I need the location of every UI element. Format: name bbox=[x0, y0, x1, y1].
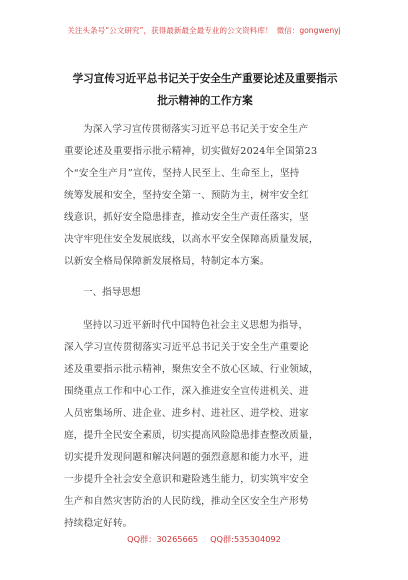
paragraph-line: 线意识，抓好安全隐患排查，推动安全生产责任落实，坚 bbox=[64, 212, 309, 223]
document-title-line-2: 批示精神的工作方案 bbox=[157, 95, 253, 107]
section-heading: 一、指导思想 bbox=[83, 287, 141, 298]
promo-banner bbox=[0, 25, 408, 36]
document-title-line-1: 学习宣传习近平总书记关于安全生产重要论述及重要指示 bbox=[72, 73, 338, 85]
paragraph-line: 为深入学习宣传贯彻落实习近平总书记关于安全生产 bbox=[83, 124, 309, 135]
paragraph-line: 统筹发展和安全，坚持安全第一、预防为主，树牢安全红 bbox=[64, 190, 309, 201]
section-paragraph bbox=[64, 315, 354, 535]
paragraph-line: 切实提升发现问题和解决问题的强烈意愿和能力水平，进 bbox=[64, 452, 309, 463]
wechat-id: 微信：gongwenyj bbox=[276, 26, 341, 35]
paragraph-line: 一步提升全社会安全意识和避险逃生能力，切实筑牢安全 bbox=[64, 474, 309, 485]
paragraph-line: 持续稳定好转。 bbox=[64, 518, 133, 529]
paragraph-line: 述及重要指示批示精神，聚焦安全不放心区域、行业领域， bbox=[64, 364, 319, 375]
qq-group-2: QQ群:535304092 bbox=[210, 534, 281, 544]
paragraph-line: 庭，提升全民安全素质，切实提高风险隐患排查整改质量， bbox=[64, 430, 319, 441]
promo-text: 关注头条号“公文研究”，获得最新最全最专业的公文资料库！ bbox=[67, 26, 273, 35]
paragraph-line: 重要论述及重要指示批示精神，切实做好2024年全国第23 bbox=[64, 146, 318, 157]
intro-paragraph bbox=[64, 119, 354, 273]
qq-group-1: QQ群：30265665 bbox=[127, 534, 199, 544]
footer-contact bbox=[0, 534, 408, 545]
paragraph-line: 个“安全生产月”宣传，坚持人民至上、生命至上，坚持 bbox=[64, 168, 300, 179]
paragraph-line: 深入学习宣传贯彻落实习近平总书记关于安全生产重要论 bbox=[64, 342, 309, 353]
paragraph-line: 围绕重点工作和中心工作，深入推进安全宣传进机关、进 bbox=[64, 386, 309, 397]
paragraph-line: 坚持以习近平新时代中国特色社会主义思想为指导， bbox=[83, 320, 309, 331]
paragraph-line: 以新安全格局保障新发展格局，特制定本方案。 bbox=[64, 256, 270, 267]
paragraph-line: 决守牢兜住安全发展底线，以高水平安全保障高质量发展， bbox=[64, 234, 319, 245]
paragraph-line: 人员密集场所、进企业、进乡村、进社区、进学校、进家 bbox=[64, 408, 309, 419]
paragraph-line: 生产和自然灾害防治的人民防线，推动全区安全生产形势 bbox=[64, 496, 309, 507]
